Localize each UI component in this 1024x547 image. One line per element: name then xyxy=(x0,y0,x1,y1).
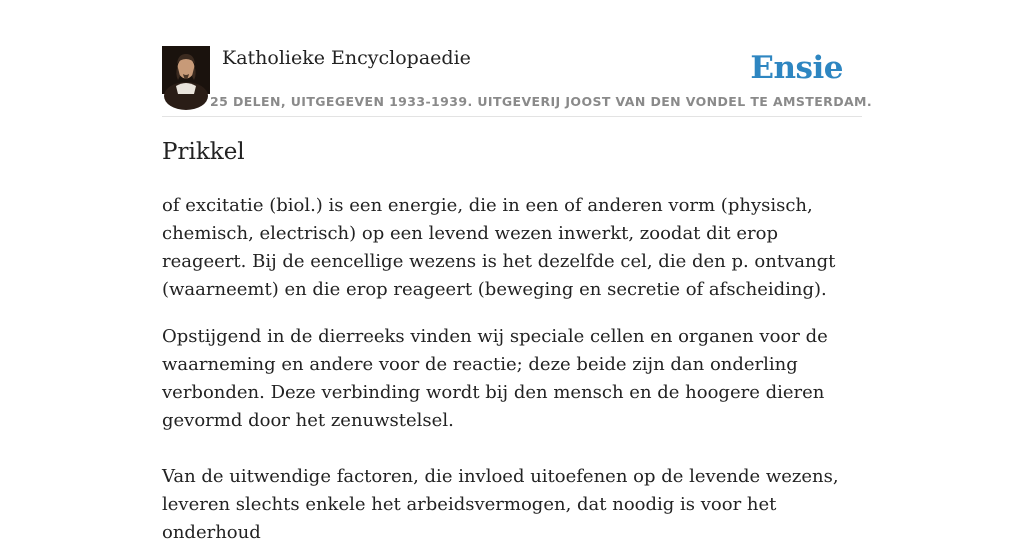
paragraph: Van de uitwendige factoren, die invloed uitoefenen op de levende wezens, leveren slechts enkele het arbeidsvermogen, dat noodig is voor het onderhoud xyxy=(162,466,839,543)
source-subtitle: 25 DELEN, UITGEGEVEN 1933-1939. UITGEVERIJ JOOST VAN DEN VONDEL TE AMSTERDAM. xyxy=(210,94,873,109)
brand-logo-link[interactable]: Ensie xyxy=(750,50,843,86)
paragraph: of excitatie (biol.) is een energie, die in een of anderen vorm (physisch, chemisch, electrisch) op een levend wezen inwerkt, zoodat dit erop reageert. Bij de eencellige wezens is het dezelfde cel, die den p. ontvangt (waarneemt) en die erop reageert (beweging en secretie of afscheiding). xyxy=(162,195,836,300)
article-body xyxy=(162,192,862,547)
portrait-avatar-icon[interactable] xyxy=(162,46,210,94)
source-title[interactable]: Katholieke Encyclopaedie xyxy=(222,47,471,69)
paragraph: Opstijgend in de dierreeks vinden wij speciale cellen en organen voor de waarneming en andere voor de reactie; deze beide zijn dan onderling verbonden. Deze verbinding wordt bij den mensch en de hoogere dieren gevormd door het zenuwstelsel. xyxy=(162,326,828,431)
source-header xyxy=(162,42,873,117)
entry-title: Prikkel xyxy=(162,139,245,165)
